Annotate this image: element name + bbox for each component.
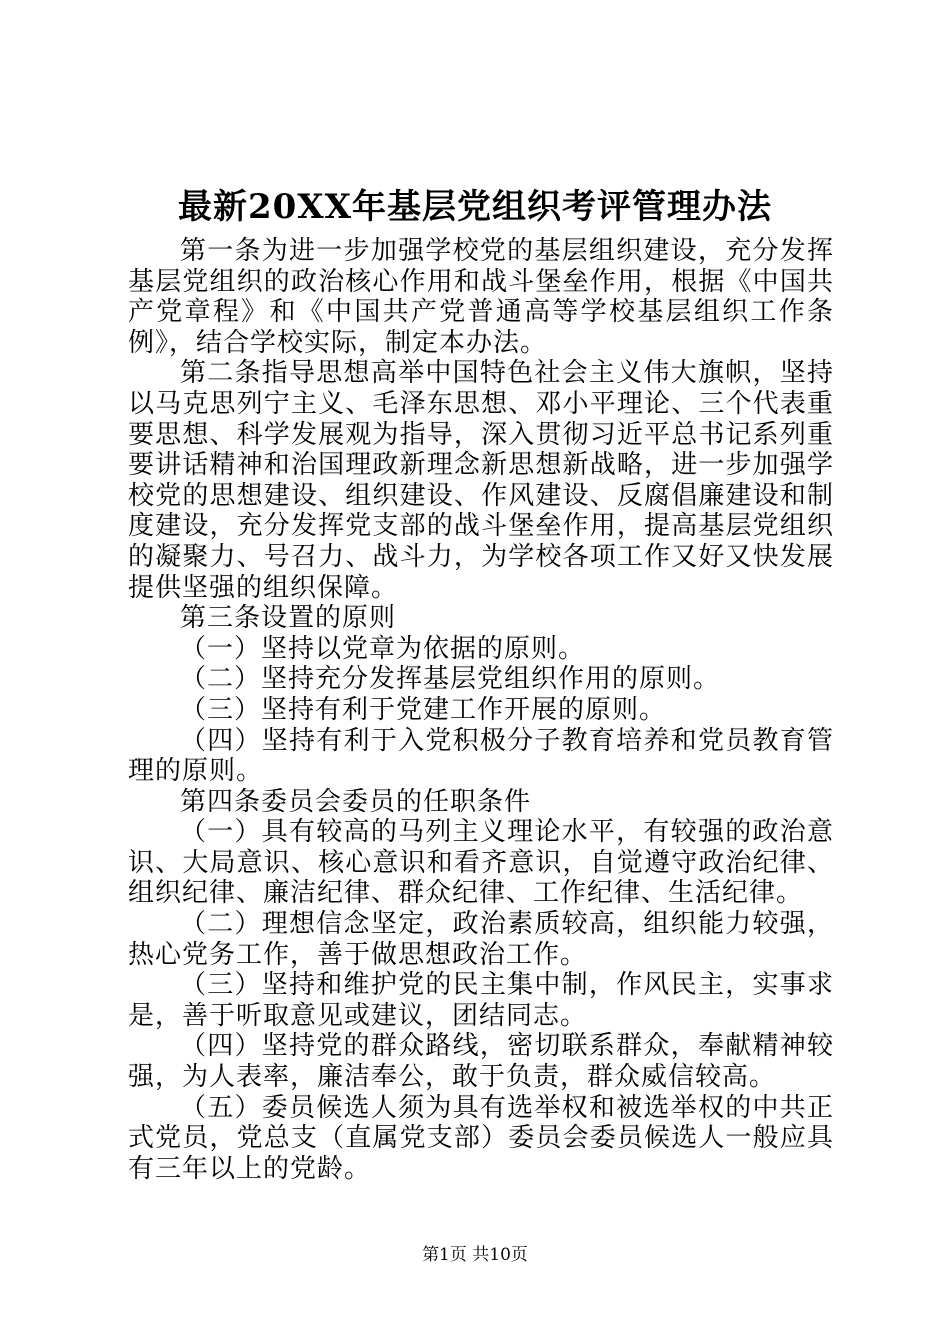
- paragraph-article-4-item-3: （三）坚持和维护党的民主集中制，作风民主，实事求是，善于听取意见或建议，团结同志。: [128, 970, 834, 1031]
- paragraph-article-4-item-5: （五）委员候选人须为具有选举权和被选举权的中共正式党员，党总支（直属党支部）委员会委员候选人一般应具有三年以上的党龄。: [128, 1092, 834, 1184]
- paragraph-article-4-item-2: （二）理想信念坚定，政治素质较高，组织能力较强，热心党务工作，善于做思想政治工作。: [128, 909, 834, 970]
- paragraph-article-3-heading: 第三条设置的原则: [180, 603, 397, 634]
- paragraph-article-3-item-3: （三）坚持有利于党建工作开展的原则。: [180, 694, 667, 725]
- paragraph-article-4-item-1: （一）具有较高的马列主义理论水平，有较强的政治意识、大局意识、核心意识和看齐意识，自觉遵守政治纪律、组织纪律、廉洁纪律、群众纪律、工作纪律、生活纪律。: [128, 817, 834, 909]
- document-body: [128, 236, 834, 1184]
- document-title: 最新20XX年基层党组织考评管理办法: [177, 187, 773, 227]
- paragraph-article-3-item-4: （四）坚持有利于入党积极分子教育培养和党员教育管理的原则。: [128, 725, 834, 787]
- paragraph-article-3-item-1: （一）坚持以党章为依据的原则。: [180, 633, 586, 664]
- paragraph-article-1: 第一条为进一步加强学校党的基层组织建设，充分发挥基层党组织的政治核心作用和战斗堡垒作用，根据《中国共产党章程》和《中国共产党普通高等学校基层组织工作条例》，结合学校实际，制定本办法。: [128, 236, 834, 358]
- paragraph-article-4-item-4: （四）坚持党的群众路线，密切联系群众，奉献精神较强，为人表率，廉洁奉公，敢于负责，群众威信较高。: [128, 1031, 834, 1093]
- paragraph-article-4-heading: 第四条委员会委员的任职条件: [180, 786, 532, 817]
- paragraph-article-2: 第二条指导思想高举中国特色社会主义伟大旗帜，坚持以马克思列宁主义、毛泽东思想、邓小平理论、三个代表重要思想、科学发展观为指导，深入贯彻习近平总书记系列重要讲话精神和治国理政新理念新思想新战略，进一步加强学校党的思想建设、组织建设、作风建设、反腐倡廉建设和制度建设，充分发挥党支部的战斗堡垒作用，提高基层党组织的凝聚力、号召力、战斗力，为学校各项工作又好又快发展提供坚强的组织保障。: [128, 358, 834, 603]
- paragraph-article-3-item-2: （二）坚持充分发挥基层党组织作用的原则。: [180, 664, 721, 695]
- page-number-footer: 第1页 共10页: [422, 1245, 528, 1265]
